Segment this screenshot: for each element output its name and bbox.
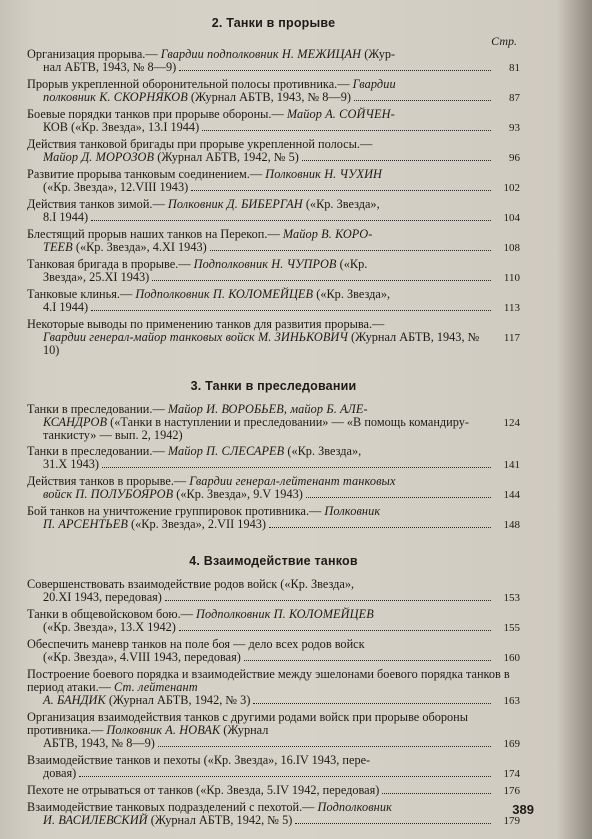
toc-entry xyxy=(27,288,520,315)
entry-continuation xyxy=(27,416,520,442)
entry-author: Майор Д. МОРОЗОВ xyxy=(43,150,155,164)
toc-entry xyxy=(27,78,520,105)
toc-entry xyxy=(27,445,520,472)
toc-entry xyxy=(27,258,520,285)
section-title: 3. Танки в преследовании xyxy=(190,379,357,393)
toc-entry xyxy=(27,608,520,635)
leader-dots xyxy=(354,91,491,101)
entry-source xyxy=(43,331,489,357)
entry-page: 153 xyxy=(503,592,520,604)
entry-source xyxy=(43,694,250,707)
entry-source xyxy=(43,91,351,104)
toc-entry xyxy=(27,48,520,75)
entry-text: 31.X 1943) xyxy=(43,457,100,471)
leader-dots xyxy=(302,151,491,161)
entry-source xyxy=(43,211,88,224)
leader-dots xyxy=(269,518,491,528)
entry-source xyxy=(43,301,88,314)
entry-continuation xyxy=(27,737,520,751)
entry-continuation xyxy=(27,61,520,75)
entry-author: Полковник А. НОВАК xyxy=(106,723,221,737)
entry-page: 117 xyxy=(503,332,520,344)
leader-dots xyxy=(244,651,491,661)
toc-entry xyxy=(27,228,520,255)
entry-source xyxy=(43,61,176,74)
toc-entry xyxy=(27,108,520,135)
entry-text: («Кр. Звезда», 12.VIII 1943) xyxy=(43,180,189,194)
entry-author: КСАНДРОВ xyxy=(43,415,108,429)
entry-text: Прорыв укрепленной оборонительной полосы противника.— xyxy=(27,77,353,91)
entry-page: 124 xyxy=(503,417,520,429)
entry-continuation xyxy=(27,621,520,635)
page-number: 389 xyxy=(512,802,534,817)
entry-continuation xyxy=(27,91,520,105)
entry-author: Подполковник xyxy=(317,800,392,814)
entry-text: КОВ («Кр. Звезда», 13.I 1944) xyxy=(43,120,200,134)
entry-text: Обеспечить маневр танков на поле боя — дело всех родов войск xyxy=(27,637,365,651)
entry-source xyxy=(43,488,303,501)
entry-text: Бой танков на уничтожение группировок противника.— xyxy=(27,504,325,518)
entry-page: 174 xyxy=(503,768,520,780)
entry-continuation xyxy=(27,331,520,357)
entry-author: Полковник xyxy=(324,504,381,518)
entry-text: (Журнал АБТВ, 1942, № 5) xyxy=(147,813,293,827)
entry-text: Танки в преследовании.— xyxy=(27,402,168,416)
entry-text: Боевые порядки танков при прорыве обороны.— xyxy=(27,107,287,121)
entry-page: 96 xyxy=(509,152,520,164)
section-title: 2. Танки в прорыве xyxy=(211,16,336,30)
leader-dots xyxy=(165,591,491,601)
entry-author: Гвардии генерал-майор танковых войск М. ЗИНЬКОВИЧ xyxy=(43,330,348,344)
entry-text: («Кр. Звезда», 13.X 1942) xyxy=(43,620,176,634)
entry-author: Майор И. ВОРОБЬЕВ, майор Б. АЛЕ- xyxy=(167,402,368,416)
entry-author: Подполковник П. КОЛОМЕЙЦЕВ xyxy=(196,607,374,621)
leader-dots xyxy=(202,121,491,131)
entry-page: 176 xyxy=(503,785,520,797)
entry-author: А. БАНДИК xyxy=(43,693,106,707)
section-title: 4. Взаимодействие танков xyxy=(189,554,358,568)
entry-continuation xyxy=(27,121,520,135)
leader-dots xyxy=(152,271,491,281)
toc-entry xyxy=(27,754,520,781)
entry-page: 93 xyxy=(509,122,520,134)
entry-text: Блестящий прорыв наших танков на Перекоп.— xyxy=(27,227,283,241)
leader-dots xyxy=(91,301,491,311)
entry-page: 110 xyxy=(503,272,520,284)
entry-author: Полковник Н. ЧУХИН xyxy=(265,167,383,181)
entry-author: полковник К. СКОРНЯКОВ xyxy=(43,90,188,104)
entry-text: («Кр. Звезда», 9.V 1943) xyxy=(173,487,303,501)
entry-text: (Журнал АБТВ, 1942, № 3) xyxy=(105,693,251,707)
entry-text: (Жур- xyxy=(361,47,396,61)
entry-author: войск П. ПОЛУБОЯРОВ xyxy=(43,487,174,501)
entry-author: Гвардии xyxy=(352,77,396,91)
entry-author: Майор П. СЛЕСАРЕВ xyxy=(167,444,285,458)
entry-continuation xyxy=(27,458,520,472)
entry-text: (Журнал АБТВ, 1943, № 8—9) xyxy=(187,90,351,104)
leader-dots xyxy=(210,241,491,251)
toc-entry xyxy=(27,138,520,165)
entry-text: 8.I 1944) xyxy=(43,210,89,224)
entry-title xyxy=(27,711,520,737)
entry-source xyxy=(43,814,292,827)
toc-entry xyxy=(27,668,520,708)
table-of-contents xyxy=(27,8,520,831)
entry-continuation xyxy=(27,181,520,195)
entry-author: ТЕЕВ xyxy=(43,240,73,254)
entry-text: («Кр. Звезда», 4.XI 1943) xyxy=(72,240,207,254)
leader-dots xyxy=(253,694,491,704)
page-column-header: Стр. xyxy=(491,34,517,48)
entry-text: нал АБТВ, 1943, № 8—9) xyxy=(43,60,177,74)
leader-dots xyxy=(91,211,491,221)
entry-text: («Танки в наступлении и преследовании» — «В помощь командиру-танкисту» — вып. 2, 1942) xyxy=(43,415,469,442)
entry-page: 102 xyxy=(503,182,520,194)
entry-source xyxy=(43,767,76,780)
entry-title xyxy=(27,754,520,767)
entry-text: Построение боевого порядка и взаимодействие между эшелонами боевого порядка танков в период атаки.— xyxy=(27,667,510,694)
entry-text: (Журнал xyxy=(220,723,269,737)
entry-author: Гвардии генерал-лейтенант танковых xyxy=(189,474,396,488)
entry-continuation xyxy=(27,814,520,828)
toc-entry xyxy=(27,711,520,751)
entry-continuation xyxy=(27,301,520,315)
entry-text: Действия танков в прорыве.— xyxy=(27,474,190,488)
toc-entry xyxy=(27,198,520,225)
toc-entry xyxy=(27,318,520,357)
entry-text: («Кр. Звезда», 4.VIII 1943, передовая) xyxy=(43,650,241,664)
entry-page: 179 xyxy=(503,815,520,827)
entry-text: АБТВ, 1943, № 8—9) xyxy=(43,736,155,750)
entry-source xyxy=(43,737,155,750)
leader-dots xyxy=(191,181,491,191)
entry-source xyxy=(43,621,176,634)
leader-dots xyxy=(158,737,491,747)
entry-continuation xyxy=(27,518,520,532)
entry-source xyxy=(43,458,99,471)
entry-text: 20.XI 1943, передовая) xyxy=(43,590,162,604)
entry-source xyxy=(43,518,266,531)
entry-author: И. ВАСИЛЕВСКИЙ xyxy=(43,813,148,827)
entry-page: 108 xyxy=(503,242,520,254)
entry-continuation xyxy=(27,591,520,605)
entry-text: Танки в общевойсковом бою.— xyxy=(27,607,197,621)
toc-entry xyxy=(27,168,520,195)
toc-entry xyxy=(27,475,520,502)
entry-text: Звезда», 25.XI 1943) xyxy=(43,270,150,284)
entry-source xyxy=(43,151,299,164)
entry-author: Майор А. СОЙЧЕН- xyxy=(286,107,395,121)
entry-page: 148 xyxy=(503,519,520,531)
entry-continuation xyxy=(27,651,520,665)
entry-source xyxy=(43,271,149,284)
entry-source xyxy=(43,181,188,194)
entry-title xyxy=(27,288,520,301)
entry-source xyxy=(43,651,241,664)
leader-dots xyxy=(79,767,491,777)
toc-entry xyxy=(27,505,520,532)
leader-dots xyxy=(382,784,491,794)
entry-text: Действия танковой бригады при прорыве укрепленной полосы.— xyxy=(27,137,373,151)
leader-dots xyxy=(179,61,491,71)
entry-text: 4.I 1944) xyxy=(43,300,89,314)
entry-author: Гвардии подполковник Н. МЕЖИЦАН xyxy=(160,47,362,61)
entry-continuation xyxy=(27,767,520,781)
toc-entry xyxy=(27,801,520,828)
entry-author: Ст. лейтенант xyxy=(114,680,198,694)
entry-source xyxy=(43,591,162,604)
entry-continuation xyxy=(27,271,520,285)
entry-source xyxy=(43,121,199,134)
entry-text: Действия танков зимой.— xyxy=(27,197,168,211)
entry-title xyxy=(27,668,520,694)
entry-text: («Кр. Звезда», 2.VII 1943) xyxy=(127,517,266,531)
toc-entry xyxy=(27,638,520,665)
toc-entry xyxy=(27,578,520,605)
entry-text: Танковая бригада в прорыве.— xyxy=(27,257,194,271)
entry-page: 169 xyxy=(503,738,520,750)
entry-author: Подполковник П. КОЛОМЕЙЦЕВ xyxy=(135,287,314,301)
entry-source xyxy=(43,241,207,254)
entry-continuation xyxy=(27,488,520,502)
entry-text: (Журнал АБТВ, 1943, № 10) xyxy=(43,330,480,357)
leader-dots xyxy=(102,458,491,468)
entry-page: 155 xyxy=(503,622,520,634)
entry-title xyxy=(27,198,520,211)
entry-continuation xyxy=(27,694,520,708)
entry-title xyxy=(27,784,520,798)
leader-dots xyxy=(179,621,491,631)
entry-text: Танковые клинья.— xyxy=(27,287,136,301)
toc-entry xyxy=(27,784,520,798)
entry-page: 160 xyxy=(503,652,520,664)
entry-continuation xyxy=(27,211,520,225)
entry-author: Полковник Д. БИБЕРГАН xyxy=(167,197,303,211)
entry-page: 163 xyxy=(503,695,520,707)
entry-text: Совершенствовать взаимодействие родов войск («Кр. Звезда», xyxy=(27,577,355,591)
entry-page: 141 xyxy=(503,459,520,471)
entry-author: Майор В. КОРО- xyxy=(282,227,373,241)
entry-text: довая) xyxy=(43,766,77,780)
entry-author: Подполковник Н. ЧУПРОВ xyxy=(193,257,337,271)
leader-dots xyxy=(295,814,491,824)
entry-text: Некоторые выводы по применению танков для развития прорыва.— xyxy=(27,317,385,331)
entry-text: Пехоте не отрываться от танков («Кр. Звезда, 5.IV 1942, передовая) xyxy=(27,783,380,797)
entry-text: («Кр. xyxy=(336,257,368,271)
entry-text: («Кр. Звезда», xyxy=(313,287,391,301)
entry-continuation xyxy=(27,241,520,255)
entry-text: Развитие прорыва танковым соединением.— xyxy=(27,167,266,181)
entry-page: 87 xyxy=(509,92,520,104)
entry-page: 104 xyxy=(503,212,520,224)
entry-text: Организация прорыва.— xyxy=(27,47,161,61)
entry-text: Организация взаимодействия танков с другими родами войск при прорыве обороны противника.— xyxy=(27,710,469,737)
toc-entry xyxy=(27,403,520,442)
entry-text: («Кр. Звезда», xyxy=(284,444,362,458)
entry-page: 144 xyxy=(503,489,520,501)
entry-page: 113 xyxy=(503,302,520,314)
entry-text: Танки в преследовании.— xyxy=(27,444,168,458)
entry-text: Взаимодействие танковых подразделений с пехотой.— xyxy=(27,800,318,814)
entry-title xyxy=(27,445,520,458)
entry-text: (Журнал АБТВ, 1942, № 5) xyxy=(154,150,299,164)
entry-source xyxy=(43,416,493,442)
entry-page: 81 xyxy=(509,62,520,74)
entry-text: Взаимодействие танков и пехоты («Кр. Звезда», 16.IV 1943, пере- xyxy=(27,753,371,767)
entry-continuation xyxy=(27,151,520,165)
leader-dots xyxy=(306,488,491,498)
entry-author: П. АРСЕНТЬЕВ xyxy=(43,517,128,531)
entry-text: («Кр. Звезда», xyxy=(302,197,380,211)
